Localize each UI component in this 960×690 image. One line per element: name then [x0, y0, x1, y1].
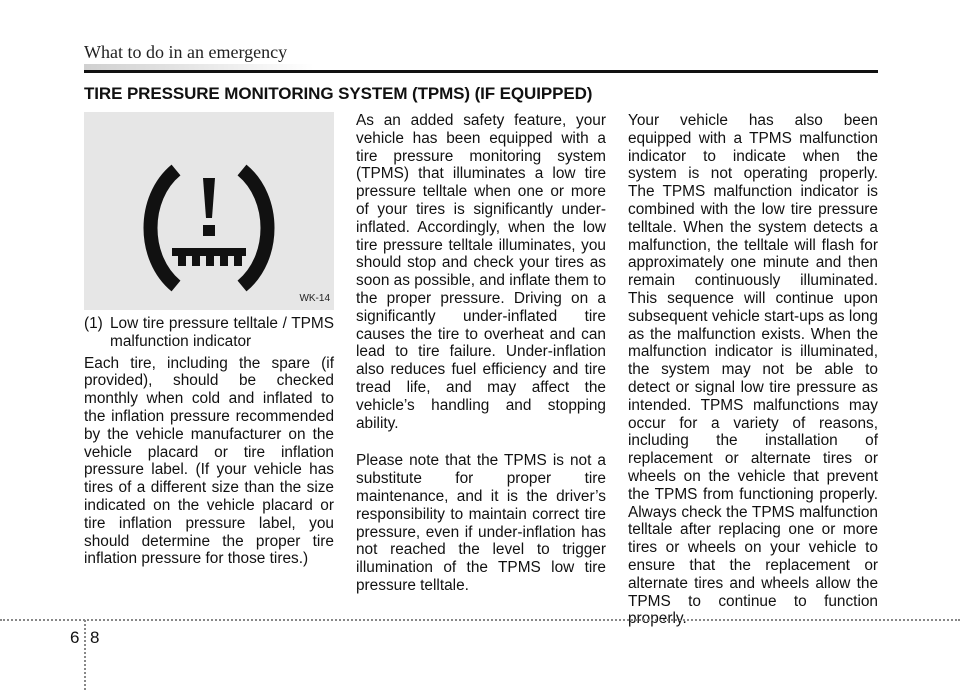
- running-header-title: What to do in an emergency: [84, 42, 288, 62]
- header-rule: [84, 70, 878, 73]
- tpms-warning-icon: [84, 112, 334, 310]
- paragraph-tpms-feature: As an added safety feature, your vehicle has been equipped with a tire pressure monitoring system (TPMS) that illuminates a low tire pressure telltale when one or more of your tires is significantly under-inflated. Accordingly, when the low tire pressure telltale illuminates, you should stop and check your tires as soon as possible, and inflate them to the proper pressure. Driving on a significantly under-inflated tire causes the tire to overheat and can lead to tire failure. Under-inflation also reduces fuel efficiency and tire tread life, and may affect the vehicle’s handling and stopping ability.: [356, 112, 606, 432]
- caption-text: Low tire pressure telltale / TPMS malfunction indicator: [110, 315, 334, 350]
- figure-caption: [84, 315, 334, 351]
- right-column: [628, 112, 878, 628]
- paragraph-tpms-note: Please note that the TPMS is not a substitute for proper tire maintenance, and it is the driver’s responsibility to maintain correct tire pressure, even if under-inflation has not reached the level to trigger illumination of the TPMS low tire pressure telltale.: [356, 452, 606, 594]
- page-number: 8: [90, 628, 100, 647]
- footer-divider: [84, 620, 86, 690]
- footer-rule: [0, 619, 960, 621]
- chapter-number: 6: [70, 628, 80, 647]
- middle-column: [356, 112, 606, 595]
- section-title: TIRE PRESSURE MONITORING SYSTEM (TPMS) (IF EQUIPPED): [84, 84, 593, 103]
- paragraph-malfunction-indicator: Your vehicle has also been equipped with a TPMS malfunction indicator to indicate when the system is not operating properly. The TPMS malfunction indicator is combined with the low tire pressure telltale. When the system detects a malfunction, the telltale will flash for approximately one minute and then remain continuously illuminated. This sequence will continue upon subsequent vehicle start-ups as long as the malfunction exists. When the malfunction indicator is illuminated, the system may not be able to detect or signal low tire pressure as intended. TPMS malfunctions may occur for a variety of reasons, including the installation of replacement or alternate tires or wheels on the vehicle that prevent the TPMS from functioning properly. Always check the TPMS malfunction telltale after replacing one or more tires or wheels on your vehicle to ensure that the replacement or alternate tires and wheels allow the TPMS to continue to function properly.: [628, 112, 878, 628]
- caption-number: (1): [84, 315, 103, 332]
- paragraph-tire-check: Each tire, including the spare (if provided), should be checked monthly when cold and inflated to the inflation pressure recommended by the vehicle manufacturer on the vehicle placard or tire inflation pressure label. (If your vehicle has tires of a different size than the size indicated on the vehicle placard or tire inflation pressure label, you should determine the proper tire inflation pressure for those tires.): [84, 354, 334, 568]
- tpms-figure: [84, 112, 334, 310]
- figure-code: WK-14: [299, 293, 330, 304]
- left-column: [84, 315, 334, 568]
